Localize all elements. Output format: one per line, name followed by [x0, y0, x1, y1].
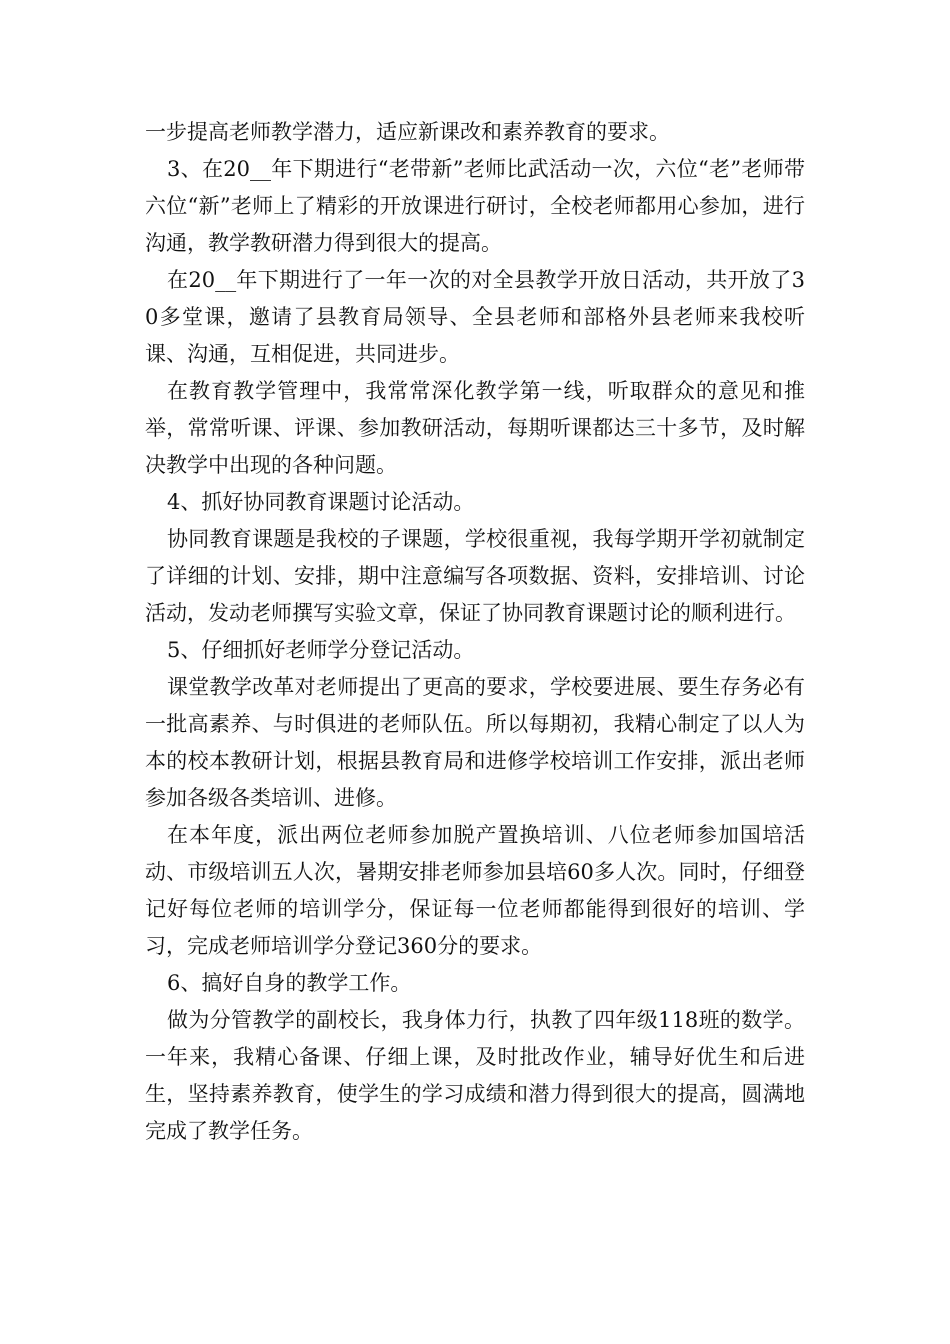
paragraph-management: 在教育教学管理中，我常常深化教学第一线，听取群众的意见和推举，常常听课、评课、参加教研活动，每期听课都达三十多节，及时解决教学中出现的各种问题。	[145, 379, 805, 477]
heading-item-4: 4、抓好协同教育课题讨论活动。	[167, 490, 475, 514]
paragraph-teaching-reform: 课堂教学改革对老师提出了更高的要求，学校要进展、要生存务必有一批高素养、与时俱进的老师队伍。所以每期初，我精心制定了以人为本的校本教研计划，根据县教育局和进修学校培训工作安排，派出老师参加各级各类培训、进修。	[145, 675, 805, 810]
paragraph-continuation: 一步提高老师教学潜力，适应新课改和素养教育的要求。	[145, 120, 670, 144]
paragraph-own-teaching: 做为分管教学的副校长，我身体力行，执教了四年级118班的数学。一年来，我精心备课、仔细上课，及时批改作业，辅导好优生和后进生，坚持素养教育，使学生的学习成绩和潜力得到很大的提高，圆满地完成了教学任务。	[145, 1008, 805, 1143]
paragraph-item-3: 3、在20__年下期进行“老带新”老师比武活动一次，六位“老”老师带六位“新”老师上了精彩的开放课进行研讨，全校老师都用心参加，进行沟通，教学教研潜力得到很大的提高。	[145, 157, 805, 255]
paragraph-training: 在本年度，派出两位老师参加脱产置换培训、八位老师参加国培活动、市级培训五人次，暑期安排老师参加县培60多人次。同时，仔细登记好每位老师的培训学分，保证每一位老师都能得到很好的培训、学习，完成老师培训学分登记360分的要求。	[145, 823, 805, 958]
heading-item-6: 6、搞好自身的教学工作。	[167, 971, 412, 995]
heading-item-5: 5、仔细抓好老师学分登记活动。	[167, 638, 475, 662]
document-body	[145, 114, 805, 1150]
paragraph-open-day: 在20__年下期进行了一年一次的对全县教学开放日活动，共开放了30多堂课，邀请了县教育局领导、全县老师和部格外县老师来我校听课、沟通，互相促进，共同进步。	[145, 268, 805, 366]
paragraph-collaborative-research: 协同教育课题是我校的子课题，学校很重视，我每学期开学初就制定了详细的计划、安排，期中注意编写各项数据、资料，安排培训、讨论活动，发动老师撰写实验文章，保证了协同教育课题讨论的顺利进行。	[145, 527, 805, 625]
